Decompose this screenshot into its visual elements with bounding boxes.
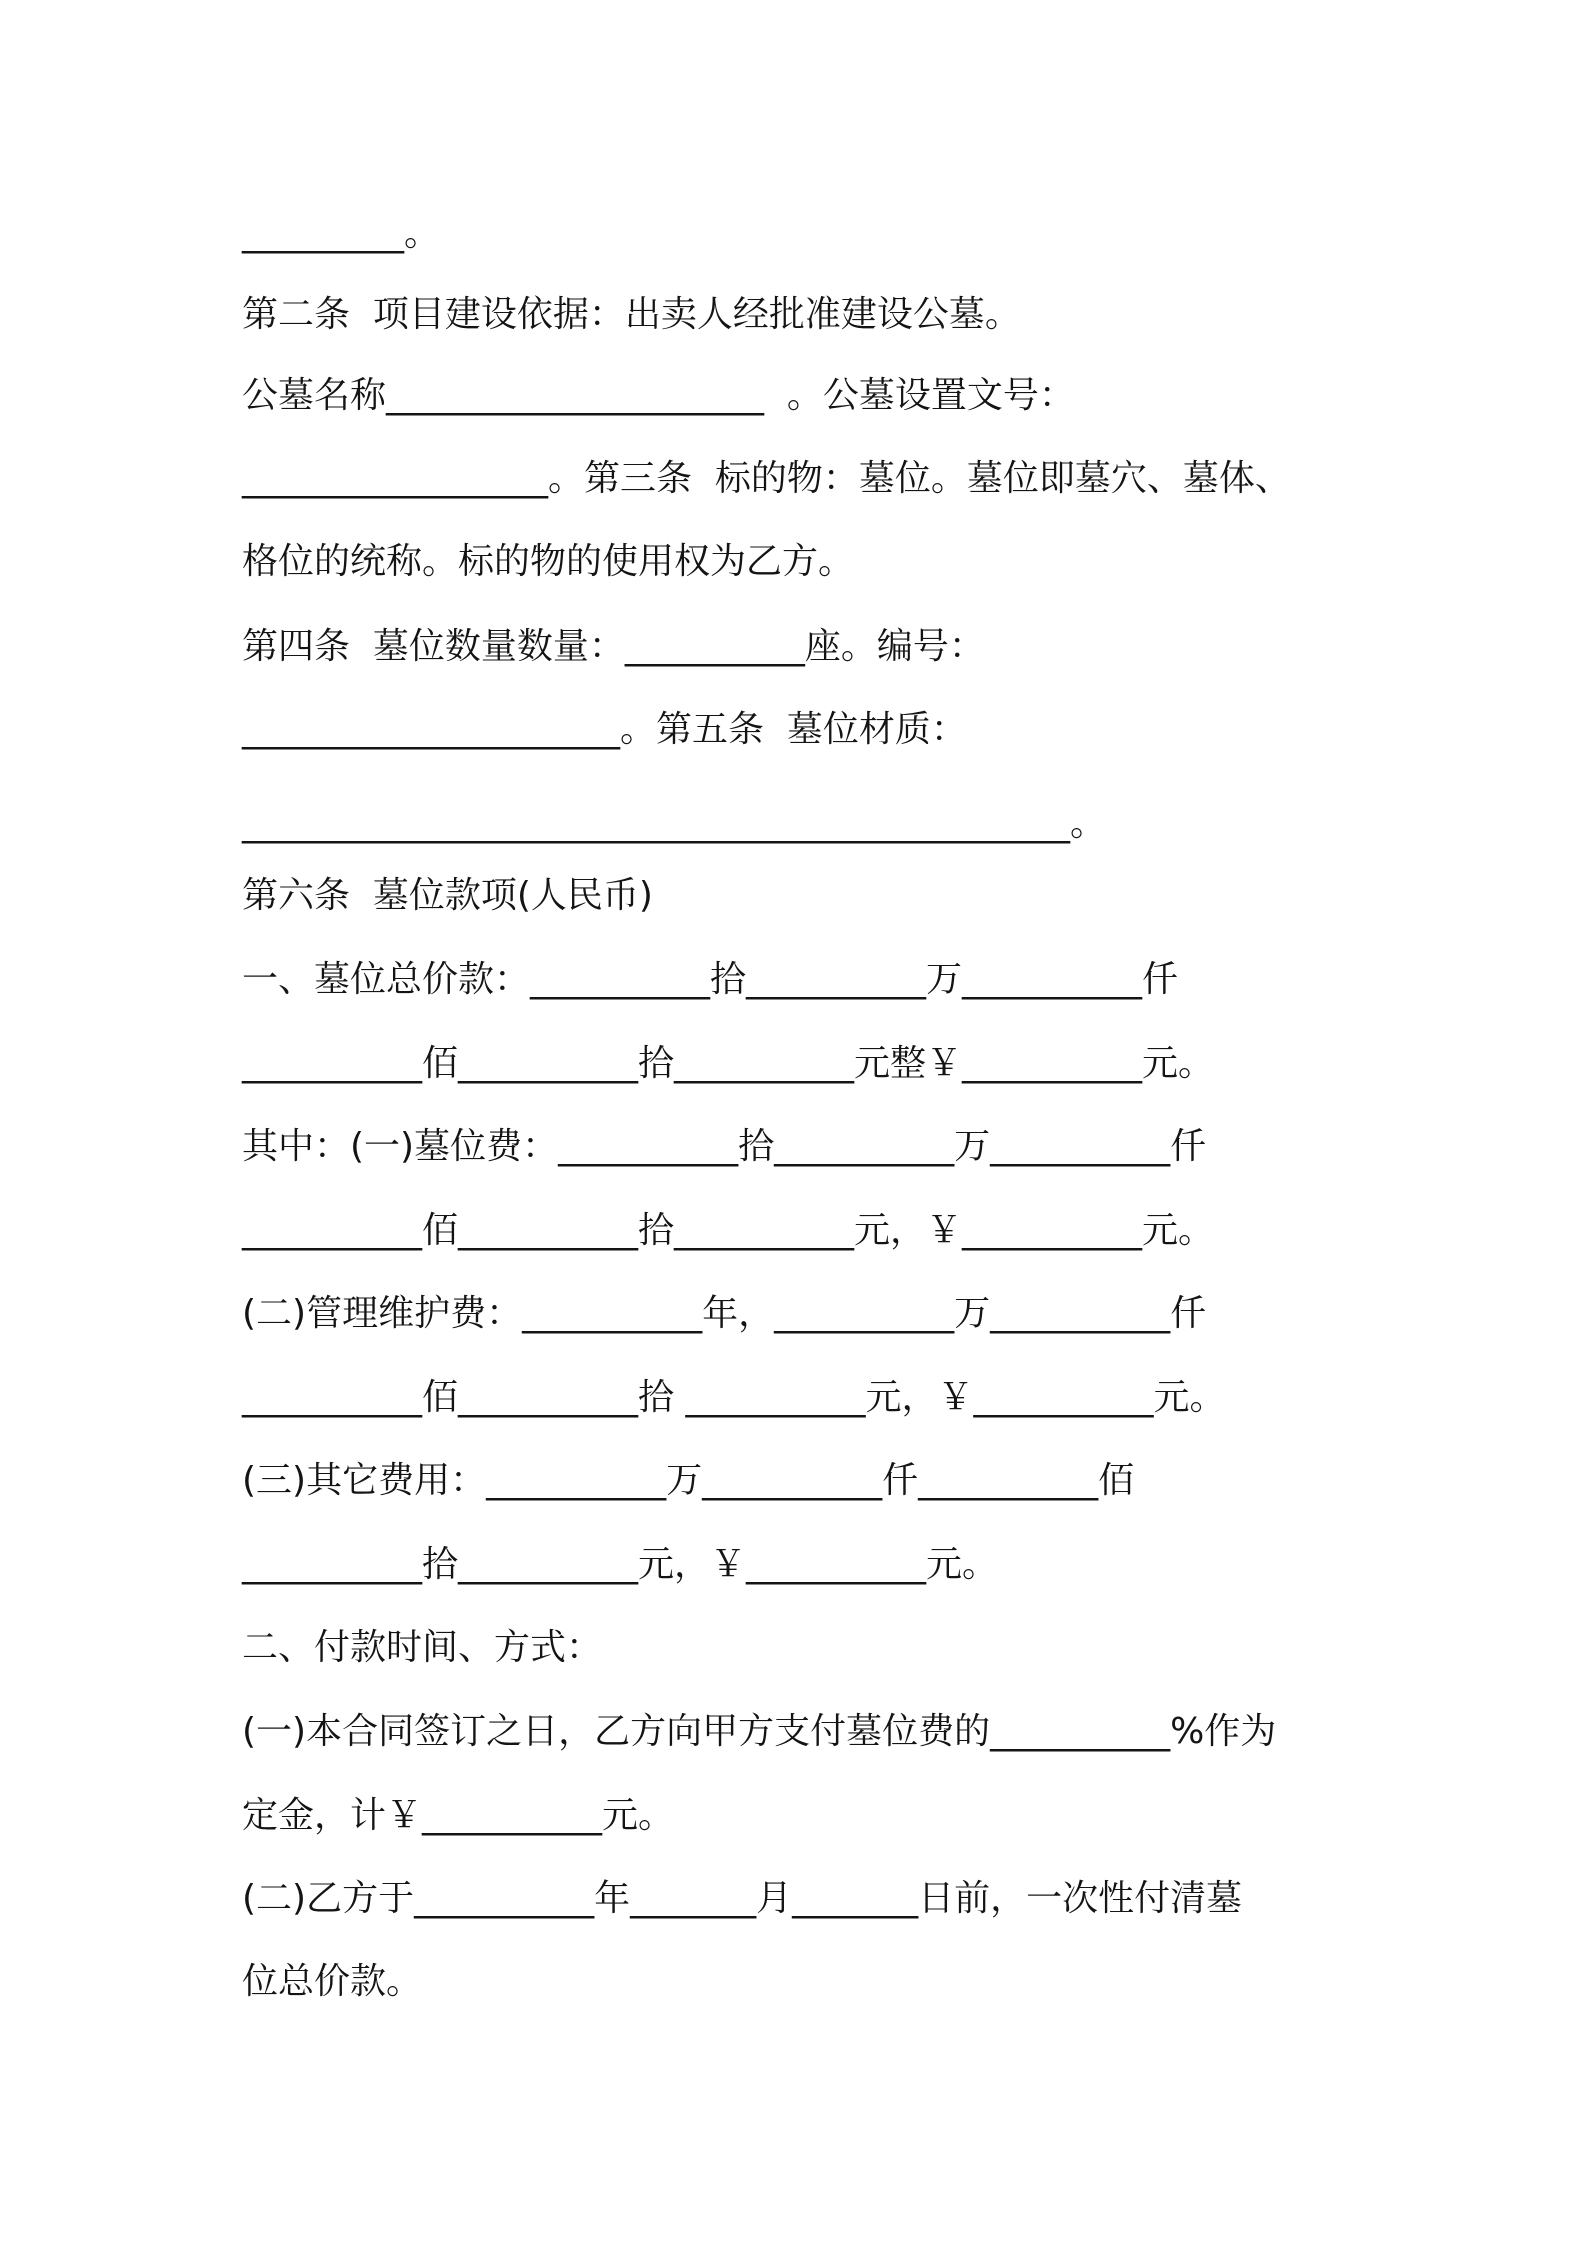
cemetery-name-line: 公墓名称_____________________ 。公墓设置文号： <box>242 375 1075 416</box>
deposit-line: (一)本合同签订之日，乙方向甲方支付墓位费的__________%作为 <box>242 1711 1277 1752</box>
full-payment-line-2: 位总价款。 <box>242 1961 423 2002</box>
article-3-line: _________________。第三条 标的物：墓位。墓位即墓穴、墓体、 <box>242 458 1291 499</box>
article-4-line: 第四条 墓位数量数量：__________座。编号： <box>242 626 985 667</box>
article-2-line: 第二条 项目建设依据：出卖人经批准建设公墓。 <box>242 294 1021 335</box>
article-6-line: 第六条 墓位款项(人民币) <box>242 875 653 916</box>
text-line-1: _________。 <box>242 213 441 254</box>
maintenance-fee-line: (二)管理维护费：__________年，__________万__________仟 <box>242 1293 1207 1334</box>
plot-fee-line: 其中：(一)墓位费：__________拾__________万__________仟 <box>242 1126 1207 1167</box>
total-price-line: 一、墓位总价款：__________拾__________万__________仟 <box>242 959 1179 1000</box>
text-line-5: 格位的统称。标的物的使用权为乙方。 <box>242 541 855 582</box>
maintenance-fee-line-2: __________佰__________拾 __________元，￥__________元。 <box>242 1377 1226 1418</box>
other-fees-line: (三)其它费用：__________万__________仟__________佰 <box>242 1460 1135 1501</box>
deposit-line-2: 定金，计￥__________元。 <box>242 1795 675 1836</box>
payment-heading: 二、付款时间、方式： <box>242 1627 603 1668</box>
plot-fee-line-2: __________佰__________拾__________元，￥__________元。 <box>242 1210 1215 1251</box>
article-5-line: _____________________。第五条 墓位材质： <box>242 709 967 750</box>
other-fees-line-2: __________拾__________元，￥__________元。 <box>242 1544 999 1585</box>
total-price-line-2: __________佰__________拾__________元整￥__________元。 <box>242 1043 1215 1084</box>
full-payment-line: (二)乙方于__________年_______月_______日前，一次性付清墓 <box>242 1878 1243 1919</box>
material-blank-line: ______________________________________________。 <box>242 803 1106 844</box>
